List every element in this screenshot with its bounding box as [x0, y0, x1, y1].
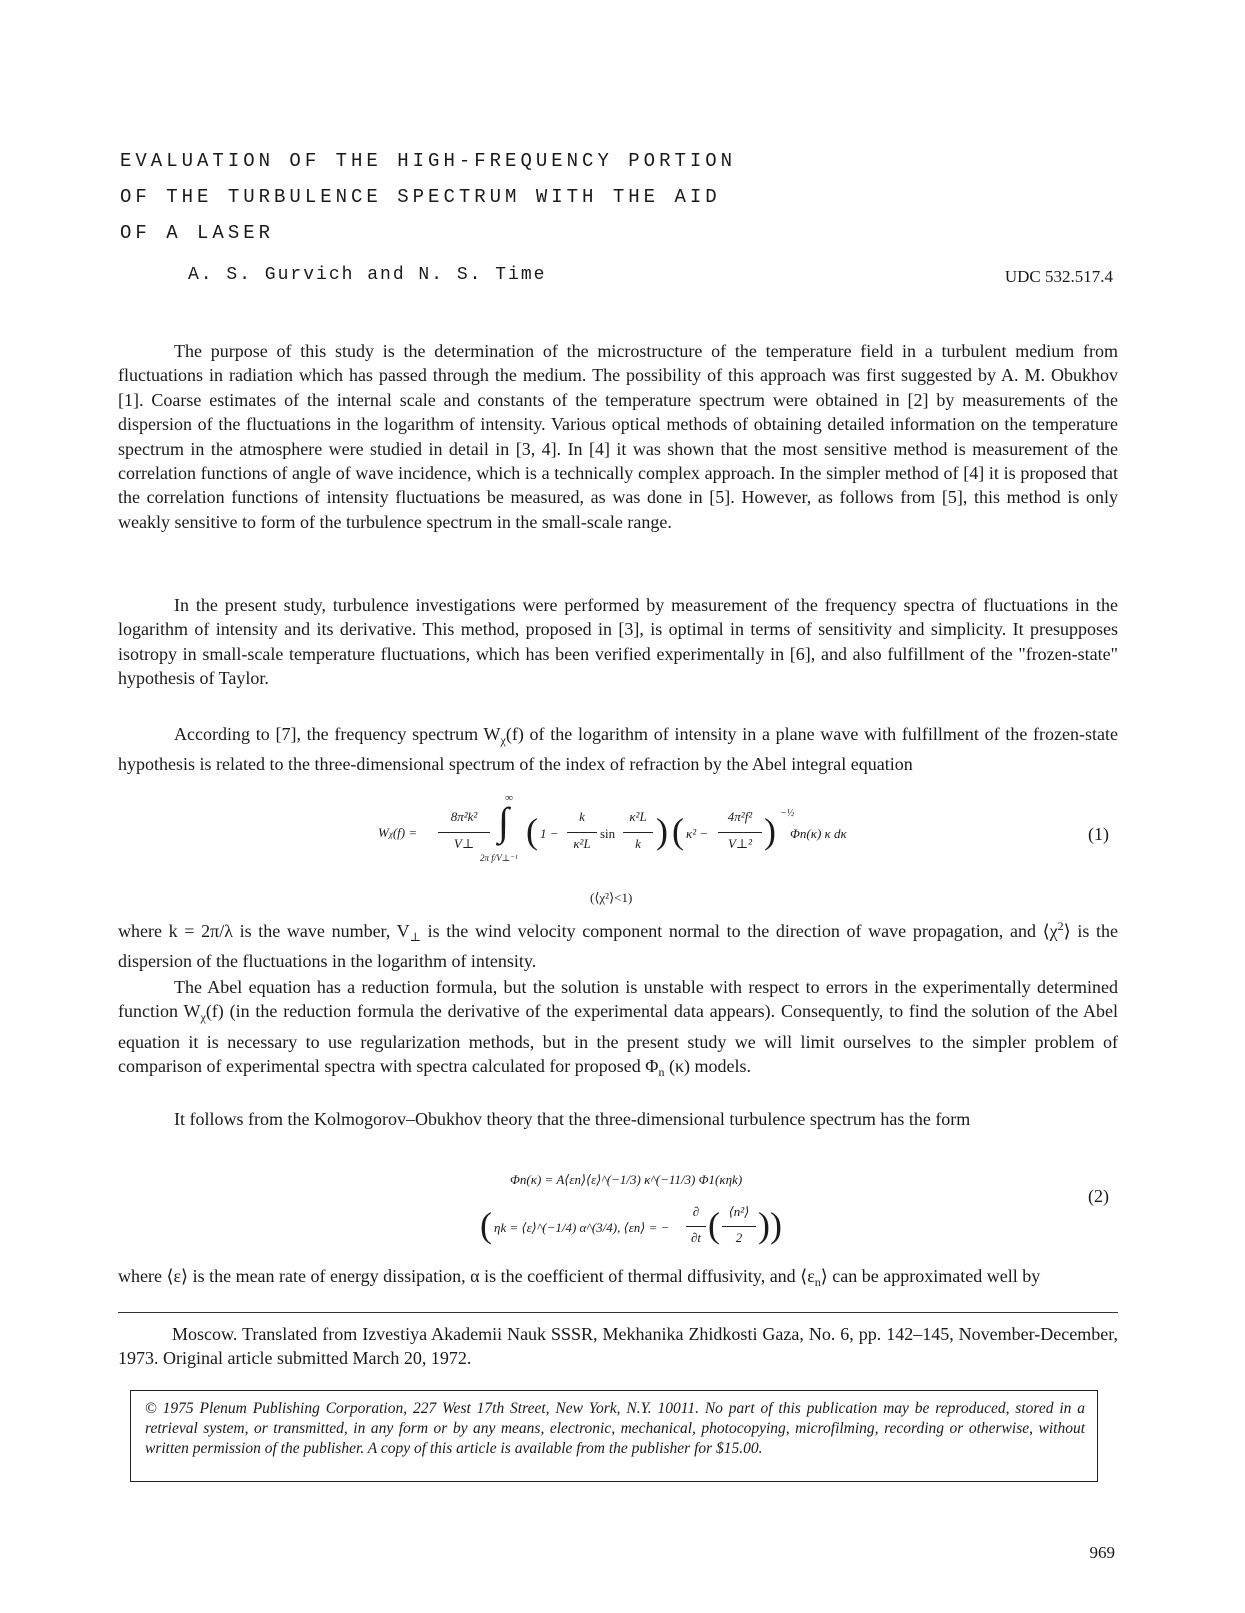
eq1-factor1-bar2 — [623, 832, 653, 833]
eq2-number: (2) — [1088, 1186, 1109, 1206]
eq1-integral-sign: ∫ — [498, 799, 509, 844]
eq2-line-2a: ηk = ⟨ε⟩^(−1/4) α^(3/4), ⟨εn⟩ = − — [494, 1220, 670, 1235]
eq1-factor2-a: κ² − — [686, 826, 709, 841]
paragraph-5 — [118, 975, 1118, 1085]
paragraph-1-text: The purpose of this study is the determination of the microstructure of the temperature field in a turbulent medium from fluctuations in radiation which has passed through the medium. The possibility of this approach was first suggested by A. M. Obukhov [1]. Coarse estimates of the internal scale and constants of the temperature spectrum were obtained in [2] by measurements of the dispersion of the fluctuations in the logarithm of intensity. Various optical methods of obtaining detailed information on the temperature spectrum in the atmosphere were studied in detail in [3, 4]. In [4] it was shown that the most sensitive method is measurement of the correlation functions of angle of wave incidence, which is a technically complex approach. In the simpler method of [4] it is proposed that the correlation functions of intensity fluctuations be measured, as was done in [5]. However, as follows from [5], this method is only weakly sensitive to form of the turbulence spectrum in the small-scale range. — [118, 341, 1118, 532]
paragraph-2-text: In the present study, turbulence investigations were performed by measurement of the frequency spectra of fluctuations in the logarithm of intensity and its derivative. This method, proposed in [3], is optimal in terms of sensitivity and simplicity. It presupposes isotropy in small-scale temperature fluctuations, which has been verified experimentally in [6], and also fulfillment of the "frozen-state" hypothesis of Taylor. — [118, 595, 1118, 689]
eq1-factor1-bar — [567, 832, 597, 833]
paragraph-2 — [118, 593, 1118, 691]
eq2-inner-paren-open: ( — [708, 1205, 720, 1245]
p3-part-c: (f) of the logarithm of intensity in a plane wave with fulfillment of the frozen-state hypothesis is related to the three-dimensional spectrum of the index of refraction by the Abel integral equation — [118, 724, 1118, 775]
eq2-bar — [686, 1226, 706, 1227]
eq1-paren-open-1: ( — [526, 811, 538, 851]
paragraph-4-text: where k = 2π/λ is the wave number, $V_\perp$ is the wind velocity component normal to the direction of wave propagation, and $⟨\chi^2⟩$ is the dispersion of the fluctuations in the logarithm of intensity. — [118, 919, 1118, 972]
paragraph-5-text: The Abel equation has a reduction formula, but the solution is unstable with respect to errors in the experimentally determined function $W_\chi(f)$ (in the reduction formula the derivative of the experimental data appears). Consequently, to find the solution of the Abel equation it is necessary to use regularization methods, but in the present study we will limit ourselves to the simpler problem of comparison of experimental spectra with spectra calculated for proposed $\Phi_n$ (κ) models. — [118, 977, 1118, 1080]
eq2-paren-close: )) — [758, 1205, 782, 1245]
paragraph-6 — [118, 1107, 1118, 1131]
eq1-paren-open-2: ( — [672, 811, 684, 851]
eq1-factor2-den: V⊥² — [727, 836, 753, 851]
paragraph-6-text: It follows from the Kolmogorov–Obukhov theory that the three-dimensional turbulence spectrum has the form — [174, 1109, 971, 1129]
eq1-tail: Φn(κ) κ dκ — [790, 826, 847, 841]
udc-code: UDC 532.517.4 — [1004, 267, 1113, 286]
paragraph-3-text — [118, 722, 1118, 777]
eq1-upper-limit: ∞ — [505, 792, 513, 804]
eq2-den: ∂t — [690, 1230, 702, 1245]
p3-sub-chi: χ — [500, 733, 506, 747]
paragraph-4 — [118, 914, 1118, 974]
eq1-factor2-num: 4π²f² — [727, 809, 753, 824]
eq1-coef-bar — [438, 832, 490, 833]
eq1-factor1-den2: k — [635, 836, 641, 851]
eq1-lhs: Wχ(f) = — [378, 825, 418, 840]
eq1-paren-close-1: ) — [656, 811, 668, 851]
eq1-exponent: −½ — [780, 808, 795, 819]
p3-part-a: According to [7], the frequency spectrum W — [174, 724, 501, 744]
paragraph-7-text: where ⟨ε⟩ is the mean rate of energy dissipation, α is the coefficient of thermal diffusivity, and $⟨\varepsilon_n⟩$ can be approximated well by — [118, 1266, 1041, 1289]
eq1-factor1-a: 1 − — [540, 826, 559, 841]
eq2-num: ∂ — [692, 1204, 700, 1219]
eq2-den2: 2 — [735, 1230, 743, 1245]
title-line-2: OF THE TURBULENCE SPECTRUM WITH THE AID — [120, 186, 721, 208]
copyright-box: © 1975 Plenum Publishing Corporation, 227 West 17th Street, New York, N.Y. 10011. No part of this publication may be reproduced, stored in a retrieval system, or transmitted, in any form or by any means, electronic, mechanical, photocopying, microfilming, recording or otherwise, without written permission of the publisher. A copy of this article is available from the publisher for $15.00. — [130, 1390, 1098, 1482]
eq1-factor1-num: k — [579, 809, 585, 824]
eq1-sin: sin — [600, 826, 616, 841]
title-line-1: EVALUATION OF THE HIGH-FREQUENCY PORTION — [120, 150, 737, 172]
paragraph-3 — [118, 722, 1118, 777]
paragraph-1 — [118, 339, 1118, 534]
title-line-3: OF A LASER — [120, 222, 275, 244]
eq1-paren-close-2: ) — [764, 811, 776, 851]
eq1-lower-limit: 2π f/V⊥⁻¹ — [480, 853, 518, 863]
eq1-coef-den: V⊥ — [453, 836, 475, 851]
eq2-line-1: Φn(κ) = A⟨εn⟩⟨ε⟩^(−1/3) κ^(−11/3) Φ1(κηk) — [510, 1172, 743, 1187]
paragraph-7 — [118, 1264, 1118, 1294]
footnote-text: Moscow. Translated from Izvestiya Akademii Nauk SSSR, Mekhanika Zhidkosti Gaza, No. 6, pp. 142–145, November-December, 1973. Original article submitted March 20, 1972. — [118, 1324, 1118, 1368]
footnote — [118, 1322, 1118, 1370]
page-number: 969 — [1089, 1543, 1115, 1562]
eq1-coef-num: 8π²k² — [450, 809, 478, 824]
eq2-num2: ⟨n²⟩ — [728, 1204, 750, 1219]
eq1-factor2-bar — [718, 832, 762, 833]
article-title — [120, 143, 880, 251]
eq1-factor1-den: κ²L — [573, 836, 591, 851]
authors: A. S. Gurvich and N. S. Time — [188, 265, 547, 285]
eq2-bar2 — [722, 1226, 756, 1227]
eq1-condition: (⟨χ²⟩<1) — [590, 890, 633, 905]
eq1-number: (1) — [1088, 824, 1109, 844]
footnote-rule — [118, 1312, 1118, 1313]
eq2-paren-open: ( — [480, 1205, 492, 1245]
eq1-factor1-num2: κ²L — [629, 809, 647, 824]
